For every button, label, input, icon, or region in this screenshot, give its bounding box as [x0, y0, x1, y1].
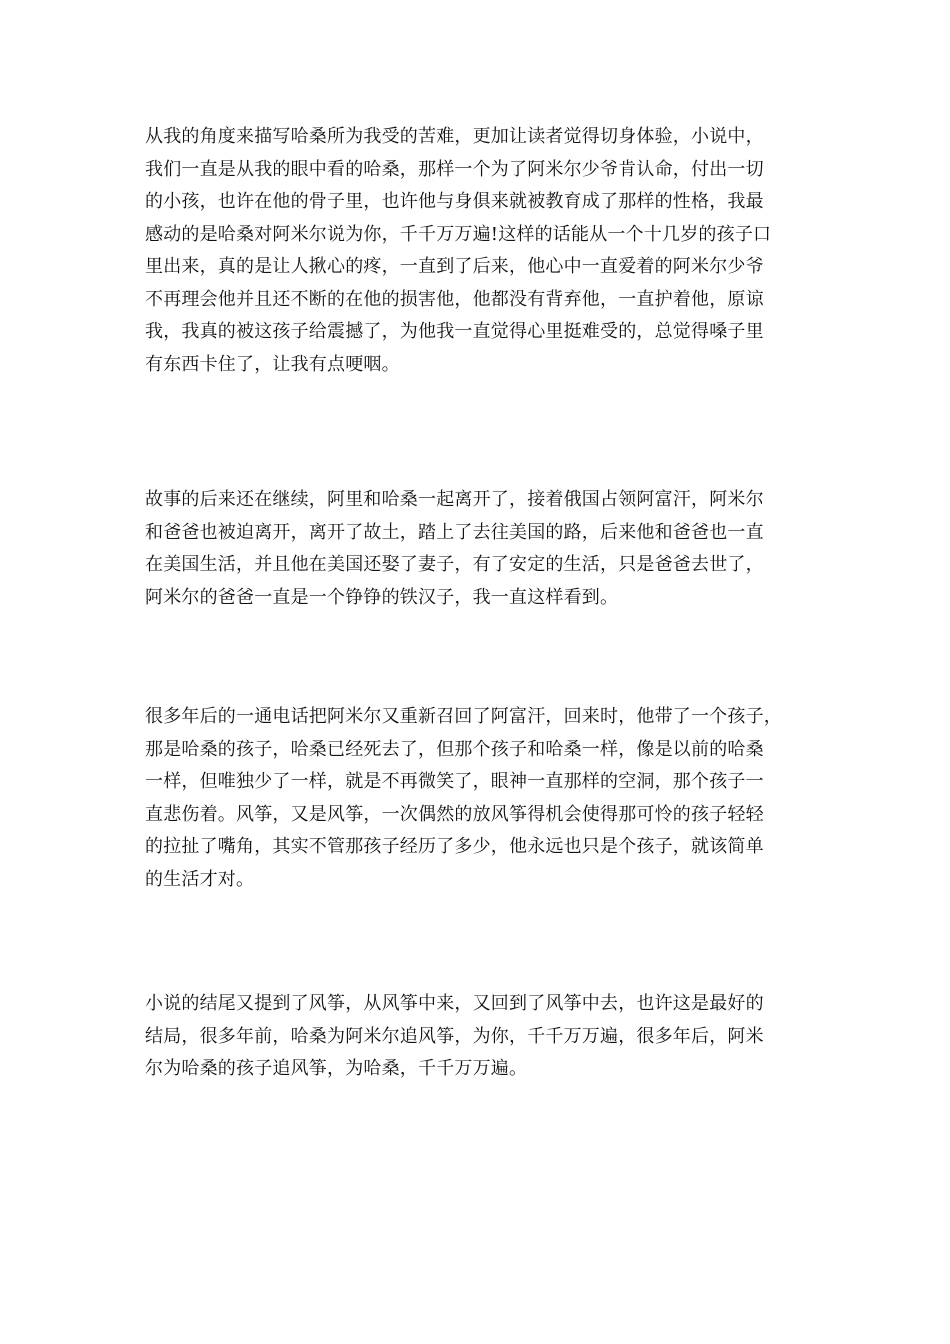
paragraph-line: 的拉扯了嘴角，其实不管那孩子经历了多少，他永远也只是个孩子，就该简单: [145, 836, 764, 857]
paragraph-line: 和爸爸也被迫离开，离开了故土，踏上了去往美国的路，后来他和爸爸也一直: [145, 521, 764, 543]
paragraph-line: 里出来，真的是让人揪心的疼，一直到了后来，他心中一直爱着的阿米尔少爷: [145, 256, 764, 277]
paragraph-line: 有东西卡住了，让我有点哽咽。: [145, 353, 400, 375]
paragraph-line: 很多年后的一通电话把阿米尔又重新召回了阿富汗，回来时，他带了一个孩子，: [145, 706, 782, 727]
paragraph-4: [145, 988, 845, 1086]
paragraph-line: 直悲伤着。风筝，又是风筝，一次偶然的放风筝得机会使得那可怜的孩子轻轻: [145, 803, 764, 825]
paragraph-line: 故事的后来还在继续，阿里和哈桑一起离开了，接着俄国占领阿富汗，阿米尔: [145, 489, 764, 510]
paragraph-line: 的小孩，也许在他的骨子里，也许他与身俱来就被教育成了那样的性格，我最: [145, 191, 764, 212]
paragraph-line: 从我的角度来描写哈桑所为我受的苦难，更加让读者觉得切身体验，小说中，: [145, 126, 764, 147]
paragraph-line: 我们一直是从我的眼中看的哈桑，那样一个为了阿米尔少爷肯认命，付出一切: [145, 158, 764, 180]
paragraph-line: 的生活才对。: [145, 868, 255, 890]
paragraph-3: [145, 701, 845, 896]
paragraph-line: 在美国生活，并且他在美国还娶了妻子，有了安定的生活，只是爸爸去世了，: [145, 554, 764, 575]
paragraph-line: 不再理会他并且还不断的在他的损害他，他都没有背弃他，一直护着他，原谅: [145, 288, 764, 310]
paragraph-line: 那是哈桑的孩子，哈桑已经死去了，但那个孩子和哈桑一样，像是以前的哈桑: [145, 738, 764, 760]
paragraph-2: [145, 484, 845, 614]
paragraph-1: [145, 121, 845, 381]
paragraph-line: 阿米尔的爸爸一直是一个铮铮的铁汉子，我一直这样看到。: [145, 586, 619, 608]
paragraph-line: 尔为哈桑的孩子追风筝，为哈桑，千千万万遍。: [145, 1058, 528, 1079]
paragraph-line: 小说的结尾又提到了风筝，从风筝中来，又回到了风筝中去，也许这是最好的: [145, 993, 764, 1014]
paragraph-line: 结局，很多年前，哈桑为阿米尔追风筝，为你，千千万万遍，很多年后，阿米: [145, 1025, 764, 1047]
paragraph-line: 我，我真的被这孩子给震撼了，为他我一直觉得心里挺难受的，总觉得嗓子里: [145, 321, 764, 342]
paragraph-line: 一样，但唯独少了一样，就是不再微笑了，眼神一直那样的空洞，那个孩子一: [145, 771, 764, 792]
paragraph-line: 感动的是哈桑对阿米尔说为你，千千万万遍!这样的话能从一个十几岁的孩子口: [145, 223, 772, 245]
